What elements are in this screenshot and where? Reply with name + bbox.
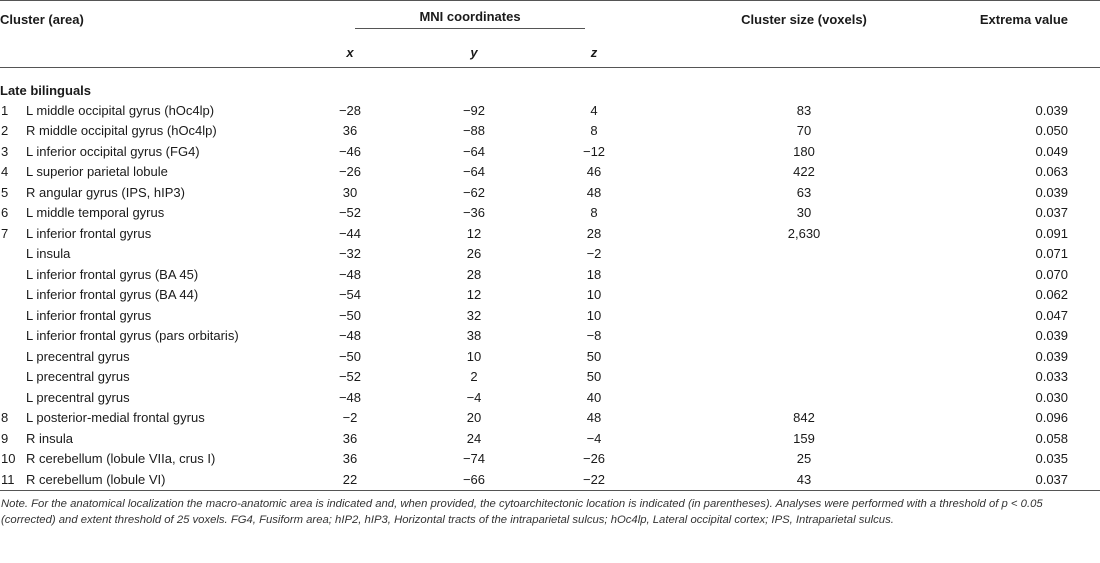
row-z: 48 [586,184,602,200]
row-y: −74 [462,451,486,467]
row-y: 24 [466,430,482,446]
row-extrema: 0.039 [1035,348,1069,364]
row-z: −26 [582,451,606,467]
row-extrema: 0.050 [1035,123,1069,139]
row-cluster-size: 83 [796,102,812,118]
row-area: L inferior occipital gyrus (FG4) [26,143,200,159]
row-z: 8 [590,205,598,221]
row-x: −48 [338,328,362,344]
row-extrema: 0.047 [1035,307,1069,323]
table-row [0,346,1100,367]
table-row [0,469,1100,490]
section-title: Late bilinguals [0,83,92,98]
row-y: −64 [462,164,486,180]
row-y: 26 [466,246,482,262]
row-z: −22 [534,469,654,490]
row-cluster-size [654,367,914,388]
row-area: L inferior frontal gyrus (BA 44) [26,287,199,303]
row-y: 20 [466,410,482,426]
row-number: 11 [0,469,26,490]
row-y: −64 [462,143,486,159]
row-extrema: 0.096 [1035,410,1069,426]
row-y: −92 [462,102,486,118]
row-x: −50 [338,348,362,364]
row-cluster-size: 70 [796,123,812,139]
row-area: L precentral gyrus [26,369,130,385]
row-extrema: 0.039 [1035,328,1069,344]
header-cluster: Cluster (area) [0,1,286,38]
row-z: −8 [586,328,602,344]
table-row [0,141,1100,162]
row-z: 4 [590,102,598,118]
row-z: 18 [586,266,602,282]
row-x: −50 [338,307,362,323]
table-row [0,182,1100,203]
row-cluster-size: 63 [796,184,812,200]
header-y: y [414,37,534,68]
row-area: L superior parietal lobule [26,164,168,180]
row-number: 4 [1,164,9,180]
header-z: z [534,37,654,68]
row-number: 10 [1,451,16,467]
row-cluster-size: 43 [654,469,914,490]
row-number: 7 [1,225,9,241]
row-area: R angular gyrus (IPS, hIP3) [26,184,185,200]
row-area: L middle occipital gyrus (hOc4lp) [26,102,215,118]
row-z: 10 [586,287,602,303]
row-x: −44 [338,225,362,241]
row-area: L inferior frontal gyrus (BA 45) [26,266,199,282]
row-area: L insula [26,246,71,262]
row-cluster-size [654,346,914,367]
row-x: 36 [342,451,358,467]
row-z: −2 [586,246,602,262]
header-cluster-size: Cluster size (voxels) [654,1,914,38]
row-number [0,367,26,388]
row-cluster-size [654,285,914,306]
row-cluster-size: 422 [793,164,815,180]
row-extrema: 0.091 [1035,225,1069,241]
row-z: 8 [590,123,598,139]
row-extrema: 0.037 [914,469,1100,490]
section-row [0,68,1100,101]
row-x: −54 [338,287,362,303]
row-cluster-size [654,264,914,285]
row-cluster-size: 25 [796,451,812,467]
row-number: 2 [1,123,9,139]
row-number: 9 [1,430,9,446]
row-y: 32 [466,307,482,323]
row-extrema: 0.049 [1035,143,1069,159]
row-y: −62 [462,184,486,200]
row-z: 28 [586,225,602,241]
header-blank-extrema [914,37,1100,68]
table-row [0,203,1100,224]
header-mni-label: MNI coordinates [355,9,585,29]
row-extrema: 0.070 [1035,266,1069,282]
table-row [0,367,1100,388]
row-number: 6 [1,205,9,221]
row-extrema: 0.058 [1035,430,1069,446]
row-extrema: 0.037 [1035,205,1069,221]
table-row [0,162,1100,183]
row-x: −48 [338,266,362,282]
row-y: −88 [462,123,486,139]
row-number [0,305,26,326]
table-row [0,244,1100,265]
row-x: −48 [338,389,362,405]
row-area: L posterior-medial frontal gyrus [26,410,205,426]
row-x: −2 [342,410,358,426]
row-y: −4 [466,389,482,405]
header-mni [286,1,654,38]
row-number [0,285,26,306]
table-row [0,121,1100,142]
header-blank-size [654,37,914,68]
row-z: 46 [586,164,602,180]
row-area: R middle occipital gyrus (hOc4lp) [26,123,217,139]
row-x: −28 [338,102,362,118]
row-area: L inferior frontal gyrus [26,307,152,323]
row-y: 38 [466,328,482,344]
row-area: L precentral gyrus [26,348,130,364]
table-row [0,428,1100,449]
row-number [0,326,26,347]
table-row [0,408,1100,429]
row-extrema: 0.035 [1035,451,1069,467]
row-cluster-size [654,387,914,408]
row-x: 36 [342,123,358,139]
header-blank-num [0,37,26,68]
row-z: −12 [582,143,606,159]
row-extrema: 0.030 [1035,389,1069,405]
table-row [0,326,1100,347]
header-extrema: Extrema value [914,1,1100,38]
row-z: 50 [586,348,602,364]
table-row [0,387,1100,408]
row-number [0,387,26,408]
row-x: 30 [342,184,358,200]
row-y: 12 [466,287,482,303]
row-number [0,346,26,367]
row-cluster-size [654,244,914,265]
table-row [0,100,1100,121]
row-x: −46 [338,143,362,159]
row-z: 40 [586,389,602,405]
header-blank-area [26,37,286,68]
row-y: 2 [470,369,478,385]
table-row [0,223,1100,244]
table-row [0,264,1100,285]
row-area: L inferior frontal gyrus [26,225,152,241]
row-y: 12 [466,225,482,241]
row-cluster-size: 159 [793,430,815,446]
row-x: 36 [342,430,358,446]
row-extrema: 0.062 [1035,287,1069,303]
row-extrema: 0.039 [1035,184,1069,200]
row-z: 10 [586,307,602,323]
row-cluster-size [654,305,914,326]
table-body [0,68,1100,491]
row-extrema: 0.033 [1035,369,1069,385]
row-x: −52 [338,205,362,221]
row-x: −52 [338,369,362,385]
row-number: 8 [1,410,9,426]
row-z: −4 [586,430,602,446]
row-number [0,244,26,265]
row-extrema: 0.071 [1035,246,1069,262]
row-number: 3 [1,143,9,159]
row-y: −66 [414,469,534,490]
row-x: 22 [286,469,414,490]
row-area: L precentral gyrus [26,389,130,405]
row-area: L inferior frontal gyrus (pars orbitaris) [26,328,239,344]
row-z: 50 [586,369,602,385]
row-cluster-size: 180 [793,143,815,159]
row-area: R cerebellum (lobule VI) [26,469,286,490]
row-area: L middle temporal gyrus [26,205,165,221]
row-number: 1 [1,102,9,118]
row-number [0,264,26,285]
row-x: −26 [338,164,362,180]
row-extrema: 0.039 [1035,102,1069,118]
row-cluster-size: 2,630 [787,225,821,241]
row-y: 28 [466,266,482,282]
row-y: −36 [462,205,486,221]
row-z: 48 [586,410,602,426]
row-area: R insula [26,430,73,446]
row-number: 5 [1,184,9,200]
table-note: Note. For the anatomical localization the macro-anatomic area is indicated and, when provided, the cytoarchitectonic location is indicated (in parentheses). Analyses were performed with a threshold of p < 0.05 (corrected) and extent threshold of 25 voxels. FG4, Fusiform area; hIP2, hIP3, Horizontal tracts of the intraparietal sulcus; hOc4lp, Lateral occipital cortex; IPS, Intraparietal sulcus. [1,498,1043,526]
row-extrema: 0.063 [1035,164,1069,180]
row-cluster-size [654,326,914,347]
table-row [0,305,1100,326]
table-row [0,285,1100,306]
table-row [0,449,1100,470]
row-y: 10 [466,348,482,364]
row-x: −32 [338,246,362,262]
row-cluster-size: 842 [793,410,815,426]
header-x: x [286,37,414,68]
row-area: R cerebellum (lobule VIIa, crus I) [26,451,216,467]
row-cluster-size: 30 [796,205,812,221]
